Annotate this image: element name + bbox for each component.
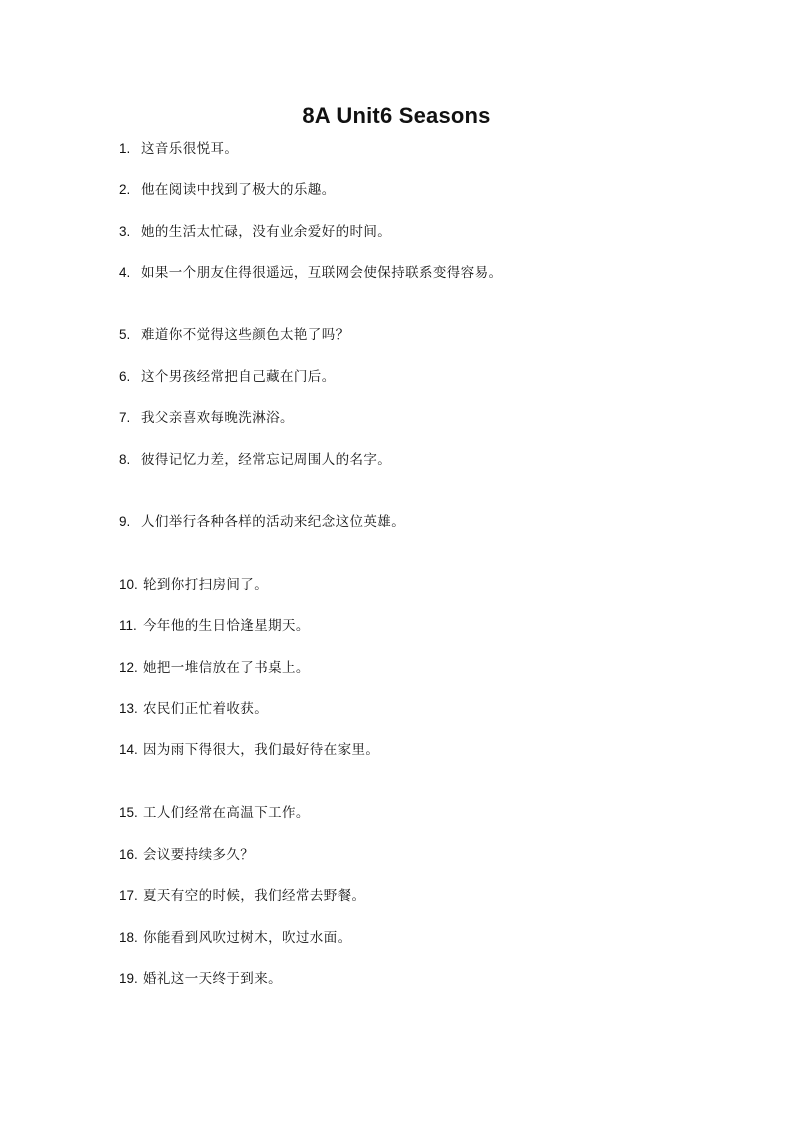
list-item: 11. 今年他的生日恰逢星期天。 — [119, 618, 310, 634]
item-text: 农民们正忙着收获。 — [143, 701, 269, 717]
list-item: 12. 她把一堆信放在了书桌上。 — [119, 660, 310, 676]
list-item: 15. 工人们经常在高温下工作。 — [119, 805, 310, 821]
list-item — [119, 325, 350, 345]
document-title: 8A Unit6 Seasons — [302, 103, 491, 128]
item-text: 工人们经常在高温下工作。 — [143, 805, 310, 821]
item-text: 难道你不觉得这些颜色太艳了吗？ — [141, 327, 350, 343]
list-item — [119, 139, 238, 159]
list-item — [119, 512, 405, 532]
item-number: 6. — [119, 369, 131, 384]
list-item — [119, 408, 294, 428]
item-number: 8. — [119, 452, 131, 467]
list-item — [119, 450, 391, 470]
list-item: 13. 农民们正忙着收获。 — [119, 701, 269, 717]
item-text: 我父亲喜欢每晚洗淋浴。 — [141, 410, 294, 426]
item-text: 人们举行各种各样的活动来纪念这位英雄。 — [141, 514, 406, 530]
list-item: 19. 婚礼这一天终于到来。 — [119, 971, 282, 987]
item-number: 2. — [119, 182, 131, 197]
item-number: 9. — [119, 514, 131, 529]
item-text: 因为雨下得很大，我们最好待在家里。 — [143, 742, 380, 758]
item-text: 她把一堆信放在了书桌上。 — [143, 660, 310, 676]
item-text: 今年他的生日恰逢星期天。 — [143, 618, 310, 634]
list-item — [119, 263, 502, 283]
item-text: 他在阅读中找到了极大的乐趣。 — [141, 182, 336, 198]
list-item: 16. 会议要持续多久？ — [119, 847, 255, 863]
item-text: 彼得记忆力差，经常忘记周围人的名字。 — [141, 452, 392, 468]
item-number: 1. — [119, 141, 131, 156]
list-item: 17. 夏天有空的时候，我们经常去野餐。 — [119, 888, 366, 904]
list-item: 10. 轮到你打扫房间了。 — [119, 577, 269, 593]
item-text: 这个男孩经常把自己藏在门后。 — [141, 369, 336, 385]
item-text: 夏天有空的时候，我们经常去野餐。 — [143, 888, 366, 904]
item-text: 这音乐很悦耳。 — [141, 141, 239, 157]
item-text: 婚礼这一天终于到来。 — [143, 971, 282, 987]
list-item: 18. 你能看到风吹过树木，吹过水面。 — [119, 930, 352, 946]
item-text: 轮到你打扫房间了。 — [143, 577, 269, 593]
list-item — [119, 180, 336, 200]
list-item: 14. 因为雨下得很大，我们最好待在家里。 — [119, 742, 380, 758]
item-number: 5. — [119, 327, 131, 342]
item-number: 7. — [119, 410, 131, 425]
item-text: 她的生活太忙碌，没有业余爱好的时间。 — [141, 224, 392, 240]
list-item — [119, 222, 391, 242]
item-text: 你能看到风吹过树木，吹过水面。 — [143, 930, 352, 946]
list-item — [119, 367, 336, 387]
item-text: 如果一个朋友住得很遥远，互联网会使保持联系变得容易。 — [141, 265, 503, 281]
item-text: 会议要持续多久？ — [143, 847, 255, 863]
item-number: 4. — [119, 265, 131, 280]
item-number: 3. — [119, 224, 131, 239]
